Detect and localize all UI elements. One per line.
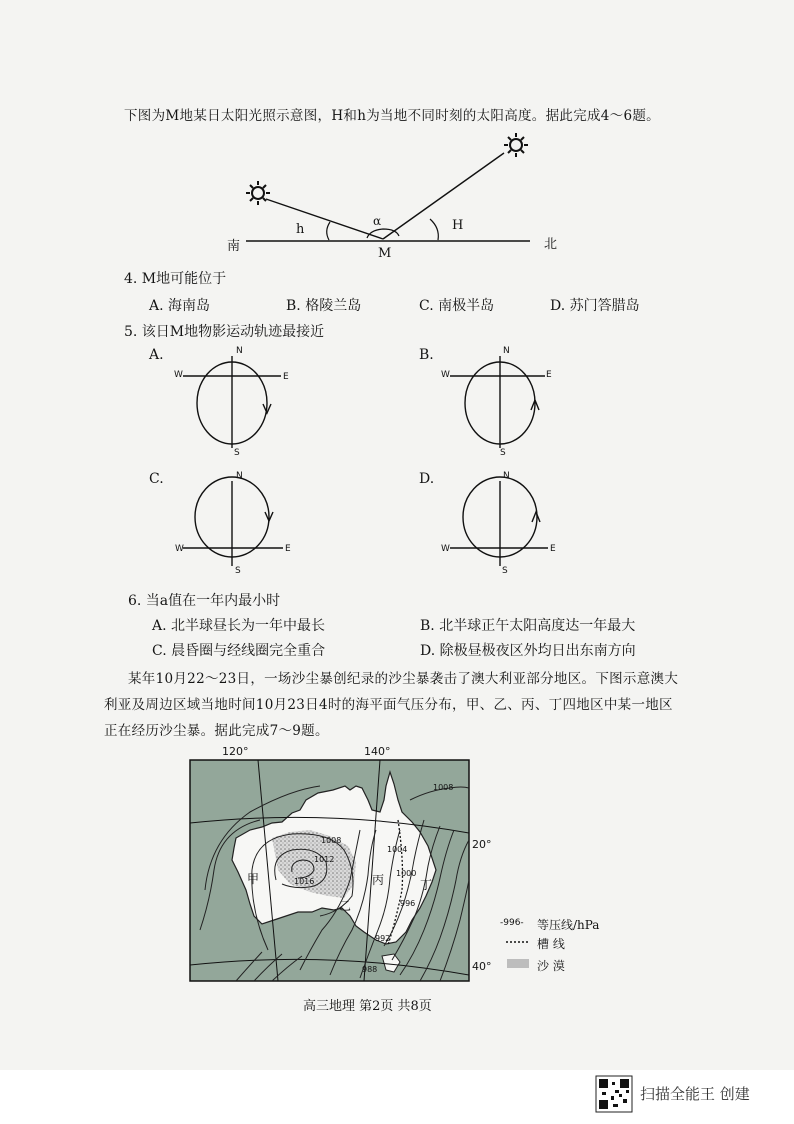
diag-c-n: N bbox=[236, 471, 243, 481]
intro-q4-6: 下图为M地某日太阳光照示意图，H和h为当地不同时刻的太阳高度。据此完成4～6题。 bbox=[124, 108, 660, 124]
intro-q7-9-line2: 利亚及周边区域当地时间10月23日4时的海平面气压分布，甲、乙、丙、丁四地区中某一地区 bbox=[104, 697, 673, 713]
diag-b-w: W bbox=[441, 370, 450, 380]
south-label: 南 bbox=[227, 239, 241, 254]
angle-alpha-label: α bbox=[373, 214, 382, 228]
isobar-996: 996 bbox=[400, 899, 416, 908]
isobar-1008-c: 1008 bbox=[321, 836, 342, 845]
lat-20-label: 20° bbox=[472, 838, 492, 851]
intro-q7-9-line1: 某年10月22～23日，一场沙尘暴创纪录的沙尘暴袭击了澳大利亚部分地区。下图示意澳大 bbox=[128, 671, 679, 687]
diag-b-s: S bbox=[500, 448, 506, 458]
lon-140-label: 140° bbox=[364, 745, 391, 758]
diag-d-n: N bbox=[503, 471, 510, 481]
region-bing: 丙 bbox=[372, 873, 385, 887]
angle-h-label: h bbox=[296, 222, 305, 237]
isobar-1012: 1012 bbox=[314, 855, 335, 864]
q6-option-a[interactable]: A. 北半球昼长为一年中最长 bbox=[152, 618, 326, 634]
isobar-1000: 1000 bbox=[396, 869, 417, 878]
q5-option-d[interactable]: D. bbox=[419, 471, 435, 487]
q5-option-a[interactable]: A. bbox=[149, 347, 164, 363]
q4-option-a[interactable]: A. 海南岛 bbox=[149, 298, 211, 314]
isobar-1004: 1004 bbox=[387, 845, 408, 854]
watermark-text: 扫描全能王 创建 bbox=[640, 1085, 750, 1103]
diag-d-s: S bbox=[502, 566, 508, 576]
diag-c-e: E bbox=[285, 544, 291, 554]
legend-desert-label: 沙 漠 bbox=[537, 959, 565, 973]
point-m-label: M bbox=[378, 246, 392, 261]
region-yi: 乙 bbox=[339, 899, 352, 913]
region-ding: 丁 bbox=[420, 878, 433, 892]
isobar-992: 992 bbox=[375, 934, 391, 943]
diag-a-s: S bbox=[234, 448, 240, 458]
isobar-1008-ne: 1008 bbox=[433, 783, 454, 792]
diag-a-w: W bbox=[174, 370, 183, 380]
q6-option-d[interactable]: D. 除极昼极夜区外均日出东南方向 bbox=[420, 643, 636, 659]
q6-stem: 6. 当a值在一年内最小时 bbox=[128, 593, 281, 609]
page-footer: 高三地理 第2页 共8页 bbox=[303, 999, 432, 1014]
q5-option-c[interactable]: C. bbox=[149, 471, 164, 487]
q4-option-b[interactable]: B. 格陵兰岛 bbox=[286, 298, 362, 314]
q5-stem: 5. 该日M地物影运动轨迹最接近 bbox=[124, 324, 325, 340]
legend-isobar-sample: -996- bbox=[500, 918, 524, 928]
q5-option-b[interactable]: B. bbox=[419, 347, 434, 363]
q4-stem: 4. M地可能位于 bbox=[124, 271, 227, 287]
q6-option-c[interactable]: C. 晨昏圈与经线圈完全重合 bbox=[152, 643, 326, 659]
angle-H-label: H bbox=[452, 218, 464, 233]
diag-d-e: E bbox=[550, 544, 556, 554]
diag-b-n: N bbox=[503, 346, 510, 356]
isobar-988: 988 bbox=[362, 965, 378, 974]
diag-c-w: W bbox=[175, 544, 184, 554]
legend-trough-label: 槽 线 bbox=[537, 937, 565, 951]
isobar-1016: 1016 bbox=[294, 877, 315, 886]
north-label: 北 bbox=[544, 237, 558, 252]
diag-a-n: N bbox=[236, 346, 243, 356]
region-jia: 甲 bbox=[247, 872, 260, 886]
q4-option-d[interactable]: D. 苏门答腊岛 bbox=[550, 298, 640, 314]
q4-option-c[interactable]: C. 南极半岛 bbox=[419, 298, 495, 314]
lat-40-label: 40° bbox=[472, 960, 492, 973]
diag-a-e: E bbox=[283, 372, 289, 382]
diag-d-w: W bbox=[441, 544, 450, 554]
intro-q7-9-line3: 正在经历沙尘暴。据此完成7～9题。 bbox=[104, 723, 329, 739]
legend-isobar-label: 等压线/hPa bbox=[537, 918, 600, 932]
diag-b-e: E bbox=[546, 370, 552, 380]
lon-120-label: 120° bbox=[222, 745, 249, 758]
q6-option-b[interactable]: B. 北半球正午太阳高度达一年最大 bbox=[420, 618, 636, 634]
diag-c-s: S bbox=[235, 566, 241, 576]
